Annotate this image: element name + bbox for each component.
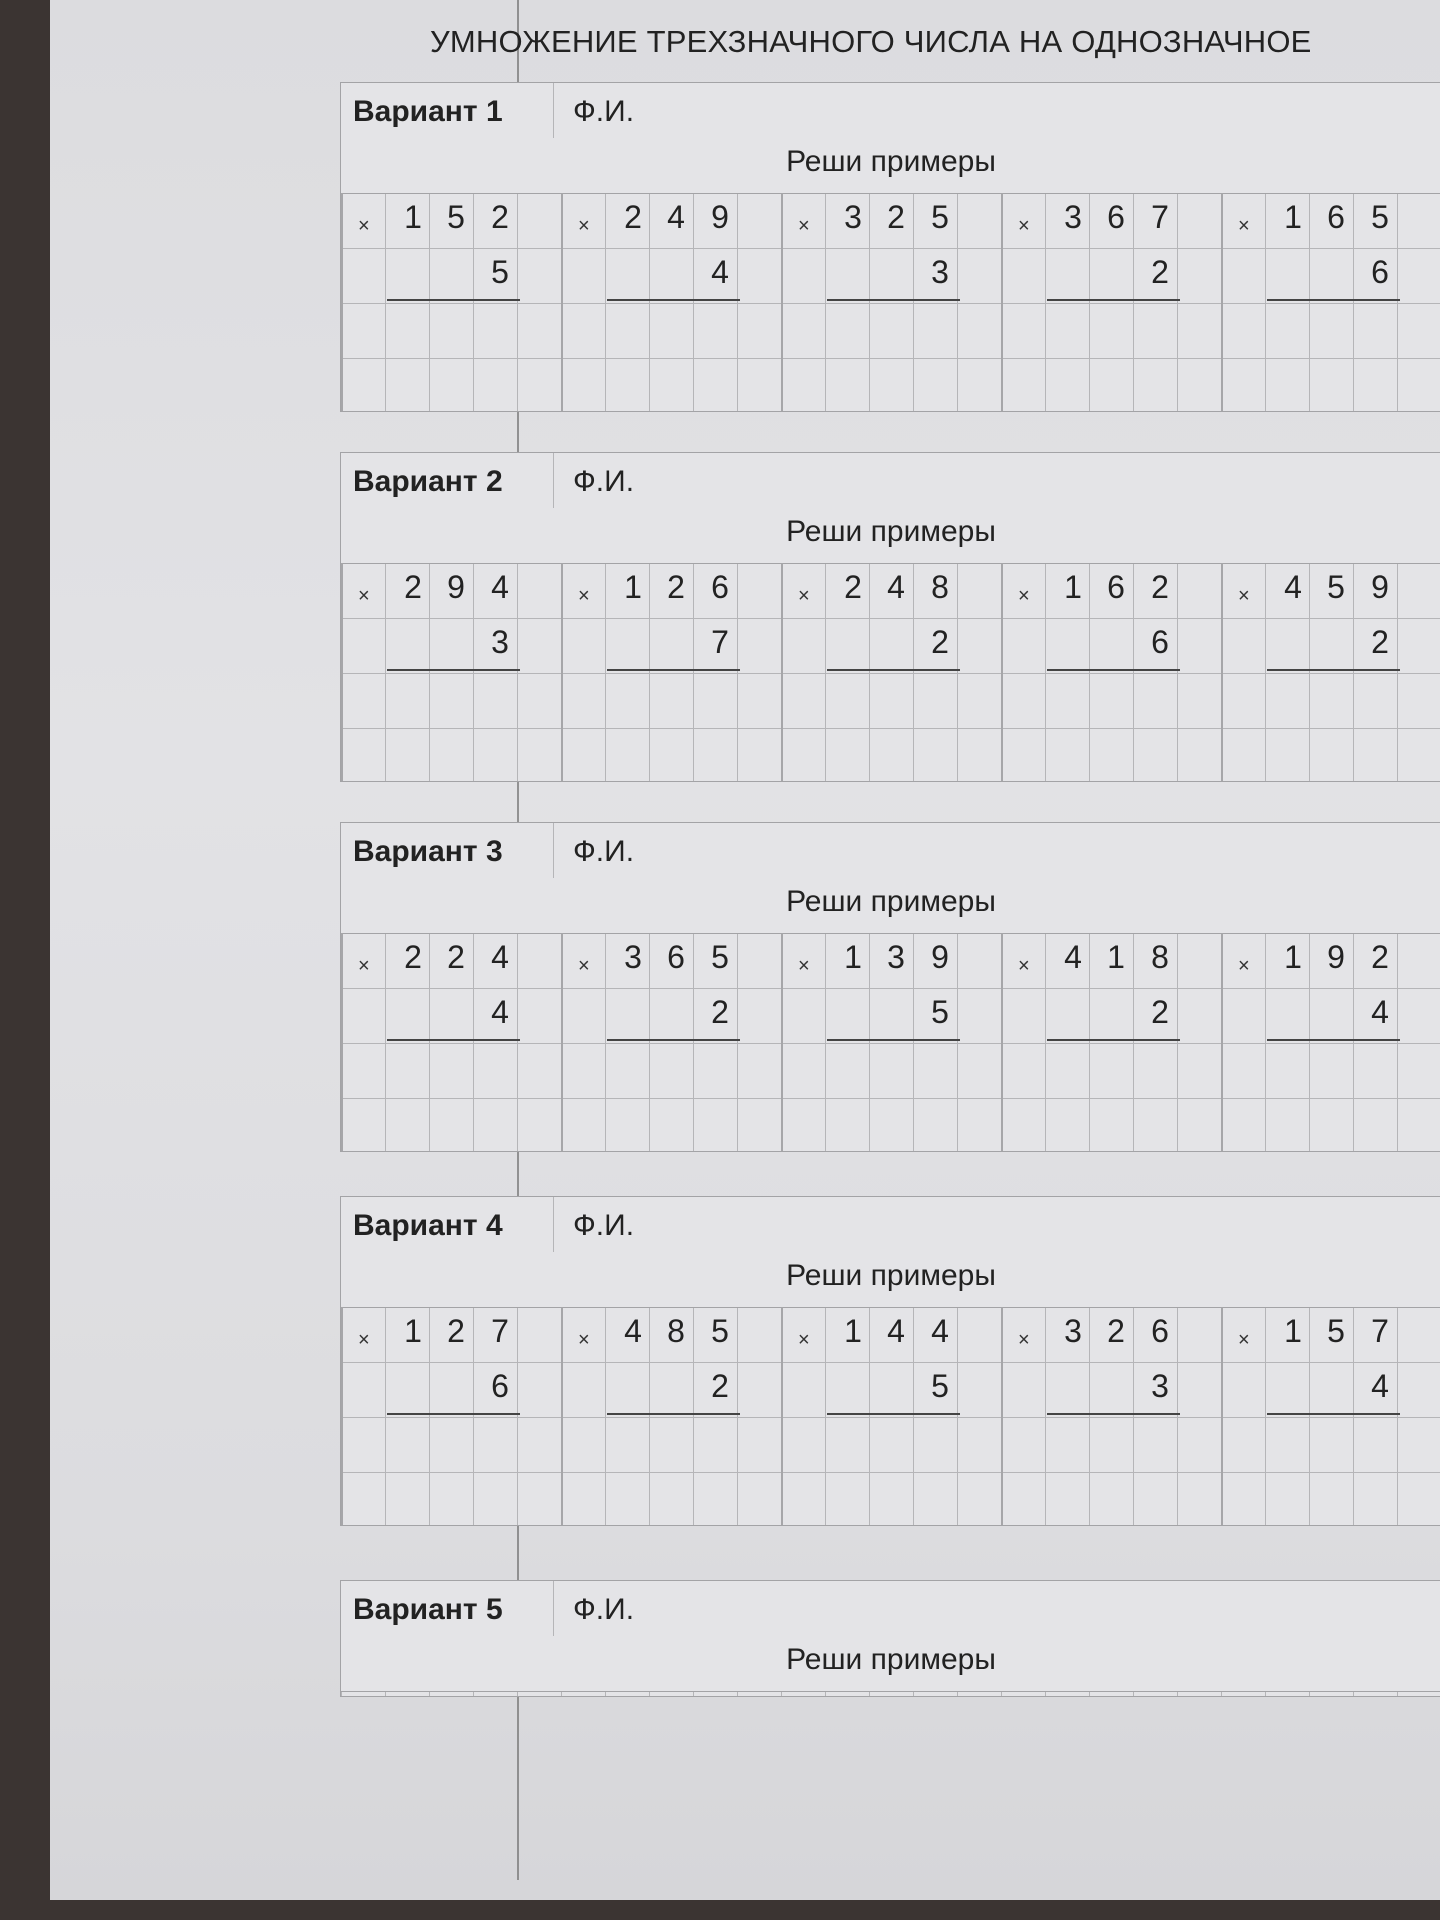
digit-hundreds: 1 — [844, 1313, 862, 1349]
multiply-sign: × — [1018, 955, 1030, 977]
digit-ones: 8 — [931, 569, 949, 605]
digit-hundreds: 2 — [404, 939, 422, 975]
variant-4-block — [340, 1196, 1440, 1526]
digit-hundreds: 3 — [844, 199, 862, 235]
worksheet-title: УМНОЖЕНИЕ ТРЕХЗНАЧНОГО ЧИСЛА НА ОДНОЗНАЧНОЕ — [430, 24, 1312, 59]
digit-tens: 2 — [447, 939, 465, 975]
digit-tens: 6 — [667, 939, 685, 975]
answer-underline — [387, 299, 520, 301]
problem — [1221, 193, 1440, 411]
problem — [1001, 1307, 1223, 1525]
digit-ones: 4 — [491, 569, 509, 605]
digit-hundreds: 1 — [404, 1313, 422, 1349]
digit-hundreds: 2 — [844, 569, 862, 605]
problem — [561, 933, 783, 1151]
problem — [561, 1307, 783, 1525]
digit-ones: 7 — [491, 1313, 509, 1349]
instruction-text: Реши примеры — [786, 1643, 996, 1676]
digit-ones: 6 — [711, 569, 729, 605]
digit-ones: 5 — [711, 1313, 729, 1349]
multiply-sign: × — [358, 585, 370, 607]
digit-tens: 4 — [887, 1313, 905, 1349]
variant-3-block — [340, 822, 1440, 1152]
multiplier-digit: 4 — [1371, 994, 1389, 1030]
answer-underline — [1047, 299, 1180, 301]
digit-ones: 6 — [1151, 1313, 1169, 1349]
digit-tens: 9 — [1327, 939, 1345, 975]
multiplier-digit: 6 — [1151, 624, 1169, 660]
multiply-sign: × — [1238, 215, 1250, 237]
multiply-sign: × — [1018, 1329, 1030, 1351]
answer-underline — [827, 1039, 960, 1041]
variant-1-block — [340, 82, 1440, 412]
worksheet-page — [50, 0, 1440, 1900]
digit-tens: 3 — [887, 939, 905, 975]
digit-ones: 9 — [1371, 569, 1389, 605]
digit-ones: 4 — [491, 939, 509, 975]
multiply-sign: × — [358, 215, 370, 237]
digit-hundreds: 2 — [404, 569, 422, 605]
multiplier-digit: 2 — [711, 1368, 729, 1404]
problem — [1221, 1307, 1440, 1525]
problem — [561, 193, 783, 411]
multiplier-digit: 3 — [491, 624, 509, 660]
variant-header — [341, 83, 1440, 194]
digit-ones: 2 — [1371, 939, 1389, 975]
problem — [341, 1307, 563, 1525]
answer-underline — [387, 1413, 520, 1415]
multiplier-digit: 3 — [1151, 1368, 1169, 1404]
answer-underline — [607, 299, 740, 301]
variant-header — [341, 453, 1440, 564]
variant-label: Вариант 1 — [353, 95, 503, 128]
instruction-text: Реши примеры — [786, 515, 996, 548]
multiplier-digit: 3 — [931, 254, 949, 290]
answer-underline — [827, 299, 960, 301]
digit-ones: 7 — [1151, 199, 1169, 235]
digit-hundreds: 4 — [1284, 569, 1302, 605]
digit-hundreds: 2 — [624, 199, 642, 235]
digit-ones: 9 — [931, 939, 949, 975]
answer-underline — [827, 1413, 960, 1415]
answer-underline — [387, 669, 520, 671]
answer-underline — [1267, 299, 1400, 301]
answer-underline — [607, 1413, 740, 1415]
problem — [1001, 193, 1223, 411]
problem — [781, 193, 1003, 411]
name-divider — [553, 1197, 554, 1252]
multiplier-digit: 4 — [711, 254, 729, 290]
digit-hundreds: 1 — [1284, 939, 1302, 975]
instruction-text: Реши примеры — [786, 145, 996, 178]
digit-ones: 2 — [1151, 569, 1169, 605]
answer-underline — [1267, 1413, 1400, 1415]
variant-5-block — [340, 1580, 1440, 1697]
name-divider — [553, 453, 554, 508]
instruction-text: Реши примеры — [786, 1259, 996, 1292]
digit-hundreds: 4 — [1064, 939, 1082, 975]
name-divider — [553, 1581, 554, 1636]
problem — [341, 563, 563, 781]
answer-underline — [1267, 669, 1400, 671]
multiplier-digit: 7 — [711, 624, 729, 660]
multiply-sign: × — [1018, 585, 1030, 607]
digit-hundreds: 1 — [1284, 1313, 1302, 1349]
variant-label: Вариант 2 — [353, 465, 503, 498]
name-field-label: Ф.И. — [573, 1593, 635, 1626]
digit-hundreds: 3 — [624, 939, 642, 975]
instruction-text: Реши примеры — [786, 885, 996, 918]
name-divider — [553, 823, 554, 878]
variant-header — [341, 1197, 1440, 1308]
problem — [1221, 563, 1440, 781]
multiplier-digit: 5 — [931, 1368, 949, 1404]
answer-underline — [607, 669, 740, 671]
digit-tens: 4 — [667, 199, 685, 235]
problem — [781, 1307, 1003, 1525]
answer-underline — [827, 669, 960, 671]
multiply-sign: × — [578, 955, 590, 977]
variant-header — [341, 1581, 1440, 1692]
answer-underline — [1047, 1413, 1180, 1415]
answer-underline — [1047, 669, 1180, 671]
digit-tens: 2 — [887, 199, 905, 235]
digit-tens: 8 — [667, 1313, 685, 1349]
digit-hundreds: 3 — [1064, 1313, 1082, 1349]
digit-hundreds: 1 — [624, 569, 642, 605]
multiply-sign: × — [358, 1329, 370, 1351]
multiplier-digit: 6 — [1371, 254, 1389, 290]
digit-ones: 4 — [931, 1313, 949, 1349]
problem — [341, 933, 563, 1151]
multiply-sign: × — [1238, 585, 1250, 607]
multiplier-digit: 4 — [1371, 1368, 1389, 1404]
multiply-sign: × — [578, 585, 590, 607]
digit-ones: 5 — [711, 939, 729, 975]
variant-2-block — [340, 452, 1440, 782]
variant-header — [341, 823, 1440, 934]
problem — [341, 193, 563, 411]
multiply-sign: × — [798, 955, 810, 977]
digit-ones: 7 — [1371, 1313, 1389, 1349]
digit-tens: 2 — [667, 569, 685, 605]
multiplier-digit: 6 — [491, 1368, 509, 1404]
multiply-sign: × — [578, 215, 590, 237]
digit-hundreds: 1 — [1284, 199, 1302, 235]
name-field-label: Ф.И. — [573, 95, 635, 128]
answer-underline — [607, 1039, 740, 1041]
name-field-label: Ф.И. — [573, 835, 635, 868]
digit-hundreds: 1 — [1064, 569, 1082, 605]
problem — [781, 933, 1003, 1151]
name-field-label: Ф.И. — [573, 1209, 635, 1242]
digit-ones: 2 — [491, 199, 509, 235]
multiplier-digit: 4 — [491, 994, 509, 1030]
digit-hundreds: 3 — [1064, 199, 1082, 235]
multiply-sign: × — [1238, 1329, 1250, 1351]
digit-tens: 5 — [1327, 569, 1345, 605]
digit-tens: 9 — [447, 569, 465, 605]
problem — [1001, 933, 1223, 1151]
digit-tens: 5 — [447, 199, 465, 235]
problem — [781, 563, 1003, 781]
answer-underline — [1047, 1039, 1180, 1041]
problem — [1001, 563, 1223, 781]
digit-tens: 5 — [1327, 1313, 1345, 1349]
answer-underline — [1267, 1039, 1400, 1041]
digit-hundreds: 4 — [624, 1313, 642, 1349]
digit-ones: 5 — [1371, 199, 1389, 235]
multiply-sign: × — [578, 1329, 590, 1351]
multiply-sign: × — [1018, 215, 1030, 237]
multiplier-digit: 2 — [931, 624, 949, 660]
multiplier-digit: 2 — [1371, 624, 1389, 660]
multiply-sign: × — [1238, 955, 1250, 977]
digit-tens: 6 — [1107, 569, 1125, 605]
multiply-sign: × — [798, 585, 810, 607]
variant-label: Вариант 4 — [353, 1209, 503, 1242]
digit-tens: 6 — [1327, 199, 1345, 235]
digit-ones: 9 — [711, 199, 729, 235]
multiplier-digit: 2 — [711, 994, 729, 1030]
answer-underline — [387, 1039, 520, 1041]
multiplier-digit: 2 — [1151, 994, 1169, 1030]
digit-tens: 2 — [1107, 1313, 1125, 1349]
problem — [561, 563, 783, 781]
multiplier-digit: 5 — [491, 254, 509, 290]
multiply-sign: × — [798, 1329, 810, 1351]
name-divider — [553, 83, 554, 138]
digit-ones: 8 — [1151, 939, 1169, 975]
variant-label: Вариант 3 — [353, 835, 503, 868]
multiplier-digit: 2 — [1151, 254, 1169, 290]
digit-ones: 5 — [931, 199, 949, 235]
digit-hundreds: 1 — [844, 939, 862, 975]
multiplier-digit: 5 — [931, 994, 949, 1030]
digit-tens: 1 — [1107, 939, 1125, 975]
digit-tens: 2 — [447, 1313, 465, 1349]
multiply-sign: × — [358, 955, 370, 977]
digit-hundreds: 1 — [404, 199, 422, 235]
digit-tens: 4 — [887, 569, 905, 605]
variant-label: Вариант 5 — [353, 1593, 503, 1626]
multiply-sign: × — [798, 215, 810, 237]
digit-tens: 6 — [1107, 199, 1125, 235]
problem — [1221, 933, 1440, 1151]
name-field-label: Ф.И. — [573, 465, 635, 498]
